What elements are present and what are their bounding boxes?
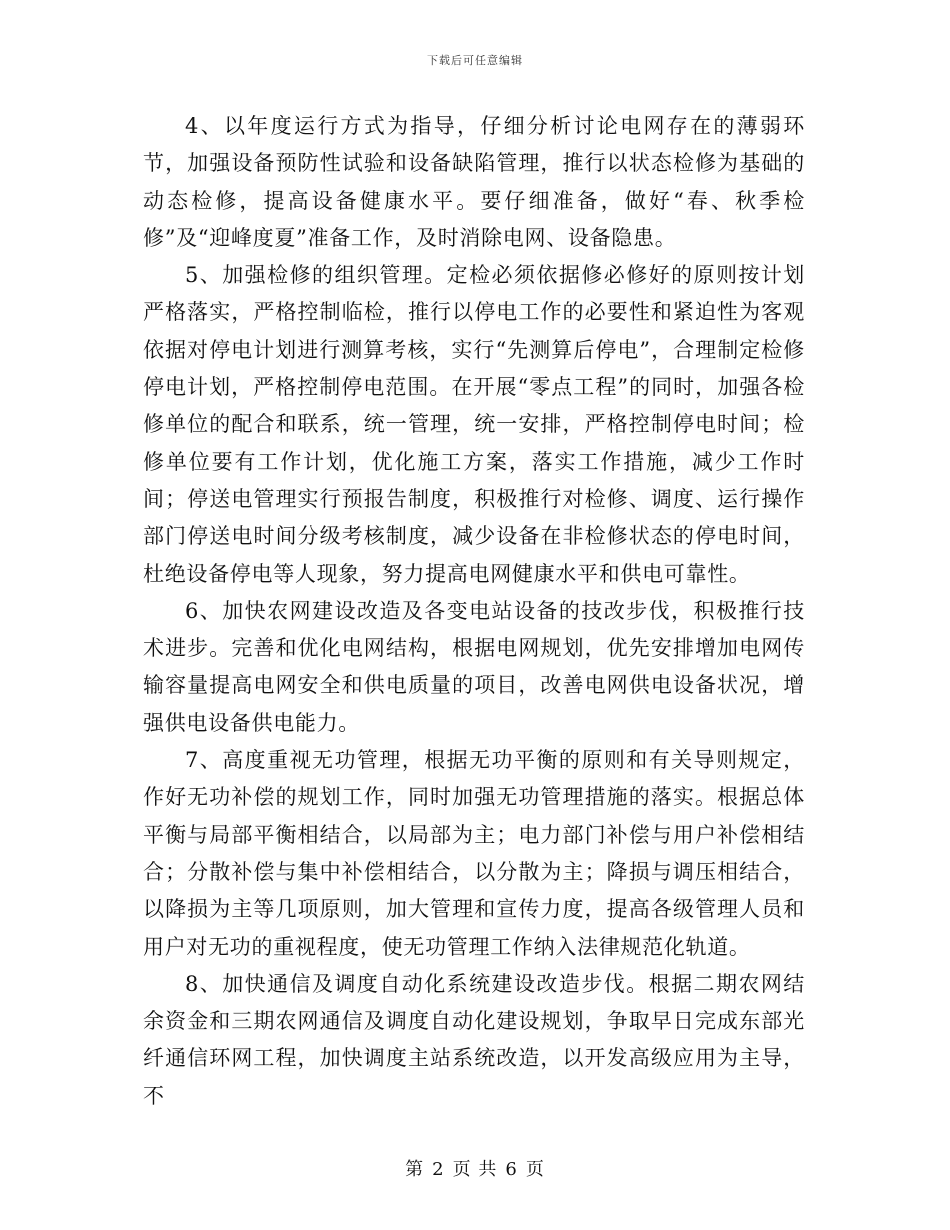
page-label-suffix: 页	[525, 1159, 545, 1180]
total-page-count: 6	[505, 1159, 518, 1180]
page-label-prefix: 第	[405, 1159, 425, 1180]
page-header: 下载后可任意编辑	[427, 54, 523, 67]
paragraph-item-7: 7、高度重视无功管理，根据无功平衡的原则和有关导则规定，作好无功补偿的规划工作，同时加强无功管理措施的落实。根据总体平衡与局部平衡相结合，以局部为主；电力部门补偿与用户补偿相结合；分散补偿与集中补偿相结合，以分散为主；降损与调压相结合，以降损为主等几项原则，加大管理和宣传力度，提高各级管理人员和用户对无功的重视程度，使无功管理工作纳入法律规范化轨道。	[143, 748, 805, 959]
paragraph-item-6: 6、加快农网建设改造及各变电站设备的技改步伐，积极推行技术进步。完善和优化电网结构，根据电网规划，优先安排增加电网传输容量提高电网安全和供电质量的项目，改善电网供电设备状况，增强供电设备供电能力。	[143, 598, 805, 735]
paragraph-item-8: 8、加快通信及调度自动化系统建设改造步伐。根据二期农网结余资金和三期农网通信及调度自动化建设规划，争取早日完成东部光纤通信环网工程，加快调度主站系统改造，以开发高级应用为主导，不	[143, 971, 805, 1108]
paragraph-item-4: 4、以年度运行方式为指导，仔细分析讨论电网存在的薄弱环节，加强设备预防性试验和设备缺陷管理，推行以状态检修为基础的动态检修，提高设备健康水平。要仔细准备，做好“春、秋季检修”及“迎峰度夏”准备工作，及时消除电网、设备隐患。	[143, 114, 805, 250]
document-body	[143, 108, 805, 1115]
paragraph-item-5: 5、加强检修的组织管理。定检必须依据修必修好的原则按计划严格落实，严格控制临检，推行以停电工作的必要性和紧迫性为客观依据对停电计划进行测算考核，实行“先测算后停电”，合理制定检修停电计划，严格控制停电范围。在开展“零点工程”的同时，加强各检修单位的配合和联系，统一管理，统一安排，严格控制停电时间；检修单位要有工作计划，优化施工方案，落实工作措施，减少工作时间；停送电管理实行预报告制度，积极推行对检修、调度、运行操作部门停送电时间分级考核制度，减少设备在非检修状态的停电时间，杜绝设备停电等人现象，努力提高电网健康水平和供电可靠性。	[143, 263, 805, 586]
current-page-number: 2	[432, 1159, 445, 1180]
page-label-middle: 页 共	[452, 1159, 498, 1180]
page-footer	[0, 1155, 950, 1181]
